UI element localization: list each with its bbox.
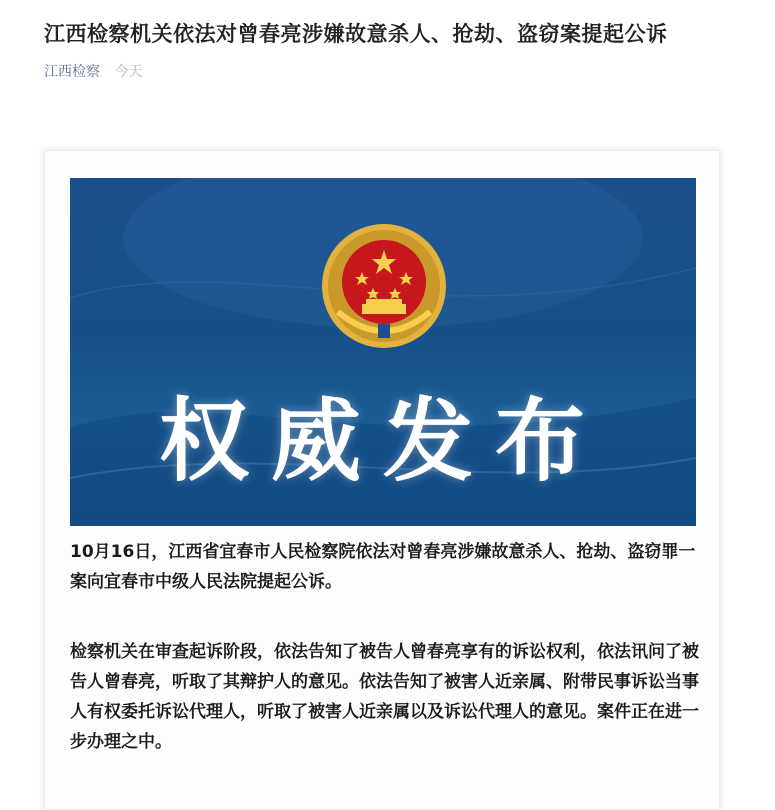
article-meta <box>44 62 142 82</box>
publish-time: 今天 <box>114 64 143 80</box>
procuratorate-emblem-icon <box>318 220 450 352</box>
announcement-banner <box>70 178 696 526</box>
account-name-link[interactable]: 江西检察 <box>44 64 100 80</box>
article-title: 江西检察机关依法对曾春亮涉嫌故意杀人、抢劫、盗窃案提起公诉 <box>44 22 668 46</box>
paragraph-1: 10月16日，江西省宜春市人民检察院依法对曾春亮涉嫌故意杀人、抢劫、盗窃罪一案向宜春市中级人民法院提起公诉。 <box>70 542 696 592</box>
paragraph-2: 检察机关在审查起诉阶段，依法告知了被告人曾春亮享有的诉讼权利，依法讯问了被告人曾春亮，听取了其辩护人的意见。依法告知了被害人近亲属、附带民事诉讼当事人有权委托诉讼代理人，听取了被害人近亲属以及诉讼代理人的意见。案件正在进一步办理之中。 <box>70 642 699 752</box>
banner-headline: 权威发布 <box>159 388 607 494</box>
article-card <box>44 150 720 810</box>
